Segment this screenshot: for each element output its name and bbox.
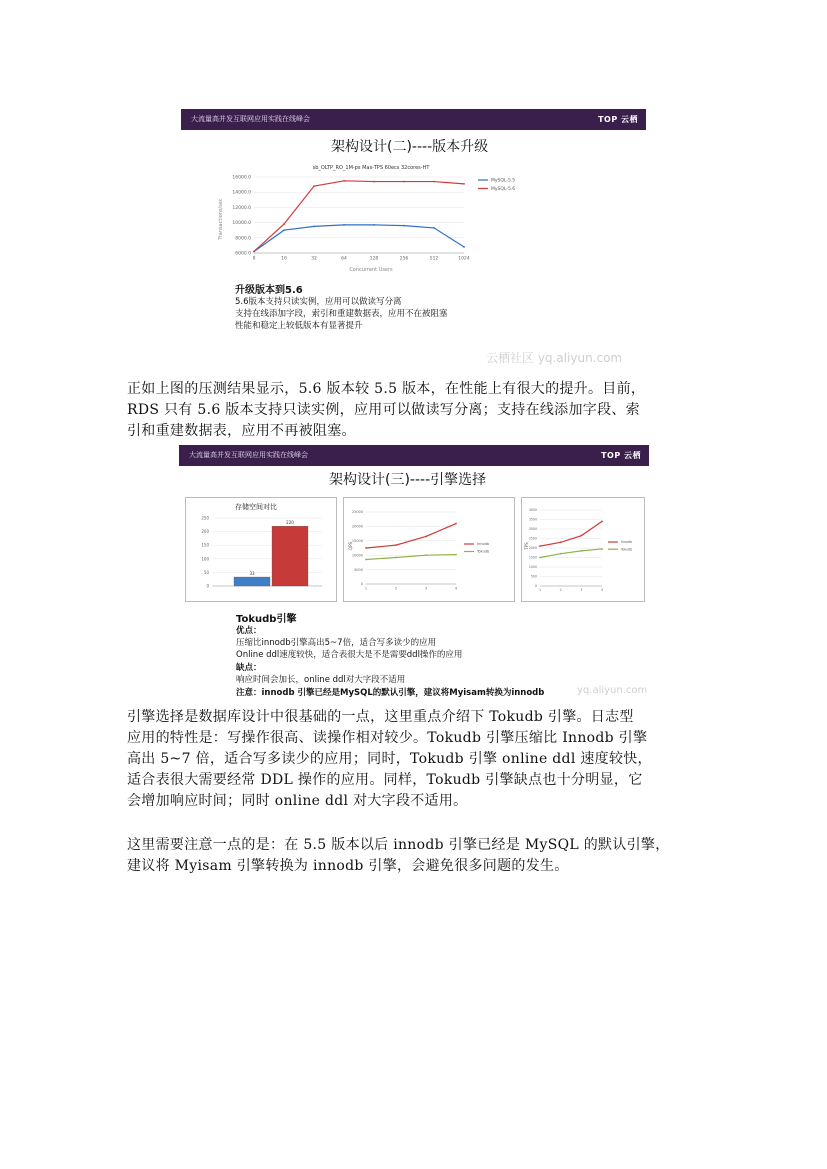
tps-line-chart [216, 159, 546, 274]
x-tick-label: 4 [600, 588, 604, 593]
data-point [455, 523, 457, 525]
y-tick-label: 0 [360, 582, 363, 587]
y-tick-label: 1000 [528, 565, 537, 570]
paragraph-engine-selection [127, 707, 703, 812]
data-point [425, 536, 427, 538]
data-point [433, 227, 435, 229]
y-tick-label: 50 [203, 569, 209, 575]
bullet-2: 支持在线添加字段，索引和重建数据表，应用不在被阻塞 [235, 309, 448, 319]
legend-label: Tokudb [477, 549, 490, 554]
x-tick-label: 512 [429, 256, 439, 262]
slide-title: 架构设计(三)----引擎选择 [329, 472, 487, 488]
paragraph-line: 高出 5~7 倍，适合写多读少的应用；同时，Tokudb 引擎 online ddl 速度较快， [127, 751, 652, 767]
data-point [283, 229, 285, 231]
paragraph-line: 会增加响应时间；同时 online ddl 对大字段不适用。 [127, 793, 468, 809]
paragraph-line: 建议将 Myisam 引擎转换为 innodb 引擎，会避免很多问题的发生。 [127, 858, 569, 874]
legend-label: MySQL-5.6 [491, 187, 516, 192]
data-point [373, 181, 375, 183]
legend-label: MySQL-5.5 [491, 178, 516, 184]
slide-header-text: 大流量高并发互联网应用实践在线峰会 [191, 115, 310, 123]
bar-innodb [272, 526, 308, 586]
series-line-innodb [366, 524, 456, 548]
watermark: yq.aliyun.com [577, 685, 648, 696]
y-tick-label: 0 [534, 584, 537, 589]
data-point [373, 224, 375, 226]
data-point [313, 226, 315, 228]
data-point [433, 181, 435, 183]
paragraph-line: 这里需要注意一点的是：在 5.5 版本以后 innodb 引擎已经是 MySQL 的默认引擎， [127, 837, 670, 853]
y-tick-label: 6000.0 [235, 251, 251, 257]
legend-label: Tokudb [621, 547, 633, 552]
y-tick-label: 0 [206, 583, 209, 589]
x-tick-label: 3 [580, 588, 583, 593]
paragraph-innodb-note [127, 835, 703, 877]
paragraph-line: 引和重建数据表，应用不再被阻塞。 [127, 423, 356, 439]
y-tick-label: 10000.0 [232, 221, 251, 227]
storage-bar-chart [186, 498, 336, 601]
y-tick-label: 200 [201, 529, 209, 535]
data-point [539, 545, 541, 547]
cons-item-1: 响应时间会加长，online ddl对大字段不适用 [236, 675, 406, 685]
paragraph-line: 引擎选择是数据库设计中很基础的一点，这里重点介绍下 Tokudb 引擎。日志型 [127, 709, 634, 725]
y-axis-label: TPS [524, 542, 529, 550]
x-tick-label: 32 [311, 256, 317, 262]
data-point [343, 224, 345, 226]
paragraph-line: RDS 只有 5.6 版本支持只读实例，应用可以做读写分离；支持在线添加字段、索 [127, 402, 640, 418]
y-tick-label: 150 [201, 542, 209, 548]
y-tick-label: 1500 [528, 555, 537, 560]
data-point [560, 553, 562, 555]
data-point [253, 251, 255, 253]
y-tick-label: 500 [530, 574, 537, 579]
paragraph-version-result [127, 379, 703, 442]
slide-header-text: 大流量高并发互联网应用实践在线峰会 [189, 451, 308, 459]
x-tick-label: 4 [454, 586, 458, 591]
y-tick-label: 10000 [351, 553, 363, 558]
chart-title: sb_OLTP_RO_1M-ps Max-TPS 60ecs 32cores-HT [312, 165, 430, 171]
note-text: 注意：innodb 引擎已经是MySQL的默认引擎，建议将Myisam转换为innodb [236, 688, 545, 698]
slide-engine-selection [179, 445, 649, 703]
cons-label: 缺点： [236, 663, 262, 673]
data-point [365, 547, 367, 549]
x-tick-label: 1024 [458, 256, 470, 262]
storage-chart-box [185, 497, 337, 602]
data-point [560, 541, 562, 543]
qps-chart-box [343, 497, 515, 602]
y-tick-label: 12000.0 [232, 205, 251, 211]
bar-value-label: 220 [286, 520, 294, 526]
x-tick-label: 1 [364, 586, 368, 591]
paragraph-line: 应用的特性是：写操作很高、读操作相对较少。Tokudb 引擎压缩比 Innodb 引擎 [127, 730, 648, 746]
data-point [313, 185, 315, 187]
series-line-mysql-5.5 [254, 225, 464, 252]
brand-logo: TOP 云栖 [598, 115, 638, 124]
bullet-1: 5.6版本支持只读实例，应用可以做读写分离 [235, 297, 402, 307]
data-point [601, 521, 603, 523]
data-point [365, 559, 367, 561]
paragraph-line: 适合表很大需要经常 DDL 操作的应用。同样，Tokudb 引擎缺点也十分明显，它 [127, 772, 643, 788]
paragraph-line: 正如上图的压测结果显示，5.6 版本较 5.5 版本，在性能上有很大的提升。目前， [127, 381, 646, 397]
slide-header [179, 445, 649, 466]
y-tick-label: 3000 [528, 527, 537, 532]
pros-item-1: 压缩比innodb引擎高出5~7倍，适合写多读少的应用 [236, 638, 437, 648]
qps-line-chart [344, 498, 514, 601]
x-tick-label: 3 [424, 586, 428, 591]
y-axis-label: Transactions/sec [218, 198, 224, 240]
data-point [425, 554, 427, 556]
y-tick-label: 3500 [528, 517, 537, 522]
x-axis-label: Concurrent Users [349, 267, 393, 273]
data-point [403, 181, 405, 183]
data-point [343, 180, 345, 182]
y-tick-label: 5000 [354, 567, 363, 572]
x-tick-label: 256 [399, 256, 409, 262]
y-tick-label: 20000 [351, 524, 363, 529]
data-point [455, 554, 457, 556]
data-point [395, 544, 397, 546]
bar-value-label: 33 [249, 571, 255, 577]
slide-subheading: Tokudb引擎 [236, 614, 297, 625]
data-point [283, 223, 285, 225]
tps-line-chart [522, 498, 644, 601]
x-tick-label: 2 [559, 588, 562, 593]
bullet-3: 性能和稳定上较低版本有显著提升 [235, 321, 363, 331]
series-line-tokudb [540, 549, 602, 558]
bar-tokudb [234, 577, 270, 586]
x-tick-label: 8 [252, 256, 256, 262]
legend-label: Innodb [621, 540, 632, 545]
slide-title: 架构设计(二)----版本升级 [331, 139, 489, 155]
pros-label: 优点： [236, 626, 262, 636]
x-tick-label: 64 [341, 256, 347, 262]
y-tick-label: 2000 [528, 546, 537, 551]
x-tick-label: 2 [394, 586, 398, 591]
data-point [463, 246, 465, 248]
x-tick-label: 1 [538, 588, 542, 593]
legend-label: Innodb [477, 542, 490, 547]
x-tick-label: 128 [369, 256, 379, 262]
y-tick-label: 100 [201, 556, 209, 562]
watermark: 云栖社区 yq.aliyun.com [486, 351, 623, 365]
data-point [395, 557, 397, 559]
series-line-mysql-5.6 [254, 181, 464, 252]
data-point [580, 535, 582, 537]
y-tick-label: 4000 [528, 508, 537, 513]
y-tick-label: 2500 [528, 536, 537, 541]
data-point [580, 550, 582, 552]
brand-logo: TOP 云栖 [601, 451, 641, 460]
y-tick-label: 25000 [351, 510, 363, 515]
y-tick-label: 250 [201, 515, 209, 521]
y-tick-label: 15000 [351, 538, 363, 543]
data-point [463, 183, 465, 185]
y-tick-label: 16000.0 [232, 175, 251, 181]
slide-version-upgrade [181, 109, 646, 369]
data-point [539, 557, 541, 559]
data-point [601, 548, 603, 550]
y-axis-label: QPS [348, 541, 353, 551]
series-line-innodb [540, 521, 602, 546]
y-tick-label: 8000.0 [235, 236, 251, 242]
pros-item-2: Online ddl速度较快，适合表很大是不是需要ddl操作的应用 [236, 650, 463, 660]
x-tick-label: 16 [281, 256, 287, 262]
tps-chart-box [521, 497, 645, 602]
data-point [403, 225, 405, 227]
slide-header [181, 109, 646, 130]
slide-subheading: 升级版本到5.6 [235, 285, 303, 296]
chart-title: 存储空间对比 [235, 503, 277, 511]
y-tick-label: 14000.0 [232, 190, 251, 196]
